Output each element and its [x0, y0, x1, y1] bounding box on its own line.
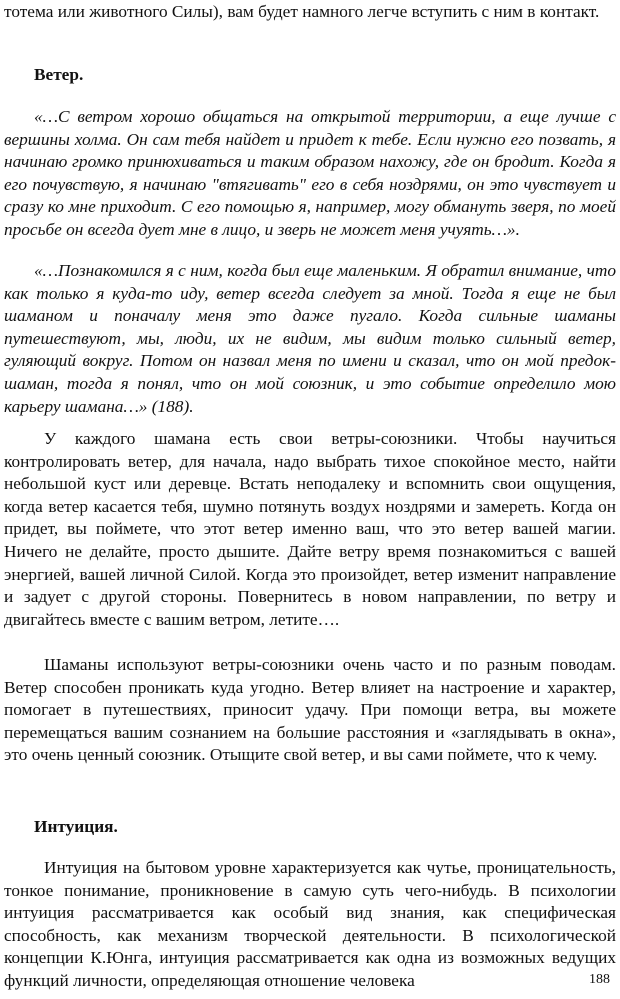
- body-paragraph-wind-usage: Шаманы используют ветры-союзники очень часто и по разным поводам. Ветер способен проникать куда угодно. Ветер влияет на настроение и характер, помогает в путешествиях, приносит удачу. При помощи ветра, вы можете перемещаться вашим сознанием на большие расстояния и «заглядывать в окна», это очень ценный союзник. Отыщите свой ветер, и вы сами поймете, что к чему.: [4, 655, 616, 765]
- heading-wind: Ветер.: [34, 65, 84, 84]
- body-paragraph-wind-allies: У каждого шамана есть свои ветры-союзники. Чтобы научиться контролировать ветер, для начала, надо выбрать тихое спокойное место, найти небольшой куст или деревце. Встать неподалеку и вспомнить свои ощущения, когда ветер касается тебя, шумно потянуть воздух ноздрями и замереть. Когда он придет, вы поймете, что этот ветер именно ваш, что это ветер вашей магии. Ничего не делайте, просто дышите. Дайте ветру время познакомиться с вашей энергией, вашей личной Силой. Когда это произойдет, ветер изменит направление и задует с другой стороны. Повернитесь в новом направлении, по ветру и двигайтесь вместе с вашим ветром, летите….: [4, 429, 616, 629]
- body-paragraph-intuition: Интуиция на бытовом уровне характеризуется как чутье, проницательность, тонкое понимание, проникновение в самую суть чего-нибудь. В психологии интуиция рассматривается как особый вид знания, как специфическая способность, как механизм творческой деятельности. В психологической концепции К.Юнга, интуиция рассматривается как одна из возможных ведущих функций личности, определяющая отношение человека: [4, 858, 616, 990]
- intro-paragraph: тотема или животного Силы), вам будет намного легче вступить с ним в контакт.: [4, 2, 600, 21]
- quote-paragraph-2: «…Познакомился я с ним, когда был еще маленьким. Я обратил внимание, что как только я куда-то иду, ветер всегда следует за мной. Тогда я еще не был шаманом и поначалу меня это даже пугало. Когда сильные шаманы путешествуют, мы, люди, их не видим, мы видим только сильный ветер, гуляющий вокруг. Потом он назвал меня по имени и сказал, что он мой предок-шаман, тогда я понял, что он мой союзник, и это событие определило мою карьеру шамана…» (188).: [4, 261, 616, 416]
- quote-paragraph-1: «…С ветром хорошо общаться на открытой территории, а еще лучше с вершины холма. Он сам тебя найдет и придет к тебе. Если нужно его позвать, я начинаю громко принюхиваться и таким образом нахожу, где он бродит. Когда я его почувствую, я начинаю "втягивать" его в себя ноздрями, он это чувствует и сразу ко мне приходит. С его помощью я, например, могу обмануть зверя, по моей просьбе он всегда дует мне в лицо, и зверь не может меня учуять…».: [4, 107, 616, 239]
- page-number: 188: [589, 972, 610, 987]
- heading-intuition: Интуиция.: [34, 817, 118, 836]
